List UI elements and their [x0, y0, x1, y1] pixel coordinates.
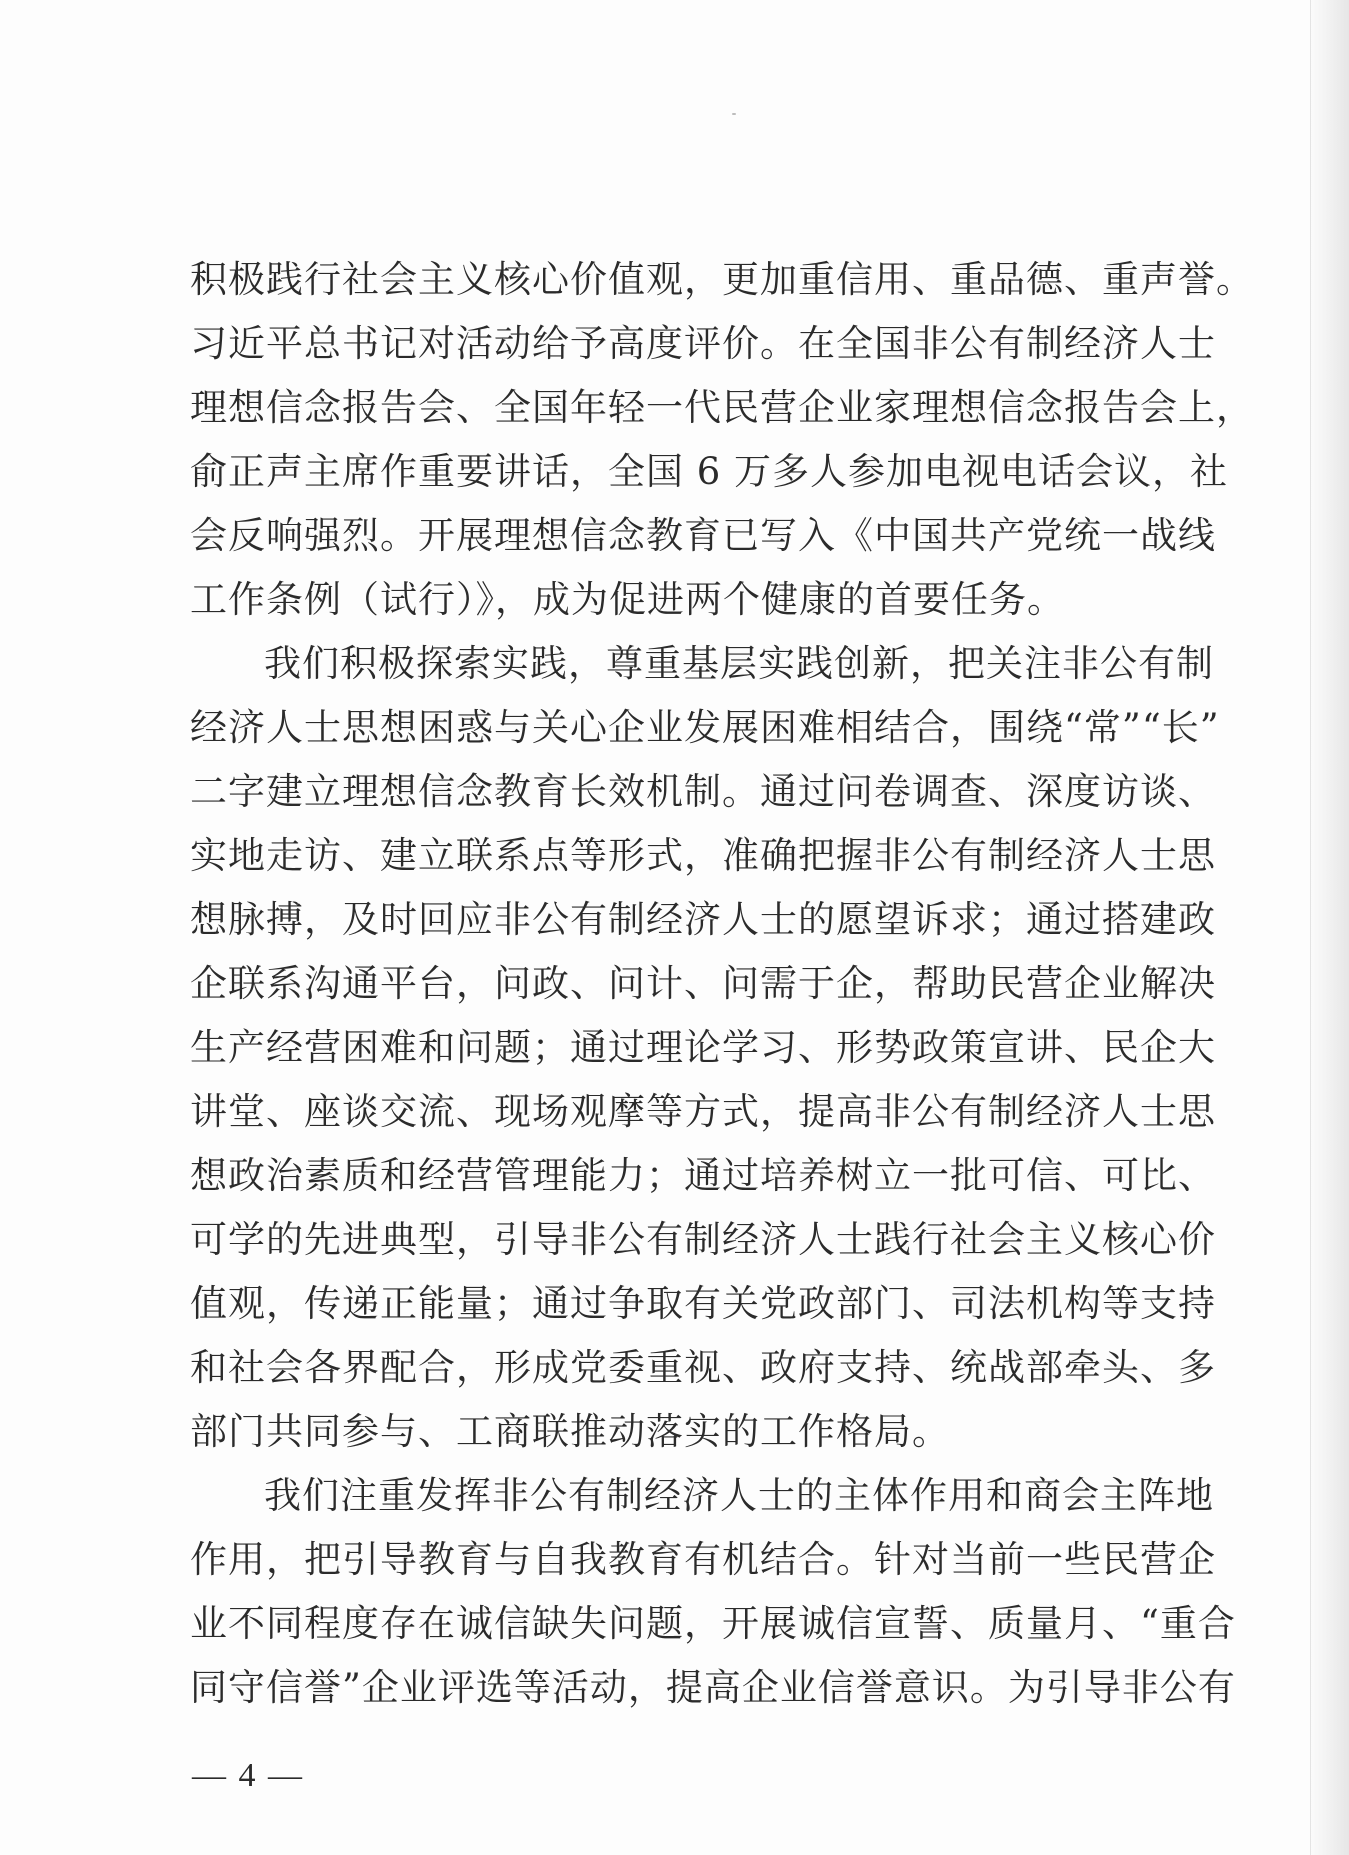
text-line: 业不同程度存在诚信缺失问题，开展诚信宣誓、质量月、“重合 [190, 1602, 1236, 1645]
text-line: 实地走访、建立联系点等形式，准确把握非公有制经济人士思 [190, 834, 1216, 877]
text-line: 工作条例（试行）》，成为促进两个健康的首要任务。 [190, 578, 1065, 621]
text-line: 作用，把引导教育与自我教育有机结合。针对当前一些民营企 [190, 1538, 1216, 1581]
text-line: 积极践行社会主义核心价值观，更加重信用、重品德、重声誉。 [190, 258, 1254, 301]
text-line: 我们注重发挥非公有制经济人士的主体作用和商会主阵地 [264, 1474, 1214, 1517]
text-line: 俞正声主席作重要讲话，全国 6 万多人参加电视电话会议，社 [190, 450, 1229, 493]
scan-edge-shadow [1310, 0, 1349, 1855]
text-line: 理想信念报告会、全国年轻一代民营企业家理想信念报告会上， [190, 386, 1254, 429]
page-number: — 4 — [192, 1757, 304, 1794]
text-line: 可学的先进典型，引导非公有制经济人士践行社会主义核心价 [190, 1218, 1216, 1261]
text-line: 生产经营困难和问题；通过理论学习、形势政策宣讲、民企大 [190, 1026, 1216, 1069]
text-line: 想脉搏，及时回应非公有制经济人士的愿望诉求；通过搭建政 [190, 898, 1216, 941]
text-line: 值观，传递正能量；通过争取有关党政部门、司法机构等支持 [190, 1282, 1216, 1325]
text-line: 经济人士思想困惑与关心企业发展困难相结合，围绕“常”“长” [190, 706, 1220, 749]
text-line: 和社会各界配合，形成党委重视、政府支持、统战部牵头、多 [190, 1346, 1216, 1389]
text-line: 会反响强烈。开展理想信念教育已写入《中国共产党统一战线 [190, 514, 1216, 557]
text-line: 企联系沟通平台，问政、问计、问需于企，帮助民营企业解决 [190, 962, 1216, 1005]
text-line: 想政治素质和经营管理能力；通过培养树立一批可信、可比、 [190, 1154, 1216, 1197]
scan-speck [732, 113, 736, 115]
text-line: 同守信誉”企业评选等活动，提高企业信誉意识。为引导非公有 [190, 1666, 1236, 1709]
text-line: 讲堂、座谈交流、现场观摩等方式，提高非公有制经济人士思 [190, 1090, 1216, 1133]
text-line: 习近平总书记对活动给予高度评价。在全国非公有制经济人士 [190, 322, 1216, 365]
body-text [190, 248, 1254, 1720]
text-line: 我们积极探索实践，尊重基层实践创新，把关注非公有制 [264, 642, 1214, 685]
text-line: 二字建立理想信念教育长效机制。通过问卷调查、深度访谈、 [190, 770, 1216, 813]
text-line: 部门共同参与、工商联推动落实的工作格局。 [190, 1410, 950, 1453]
